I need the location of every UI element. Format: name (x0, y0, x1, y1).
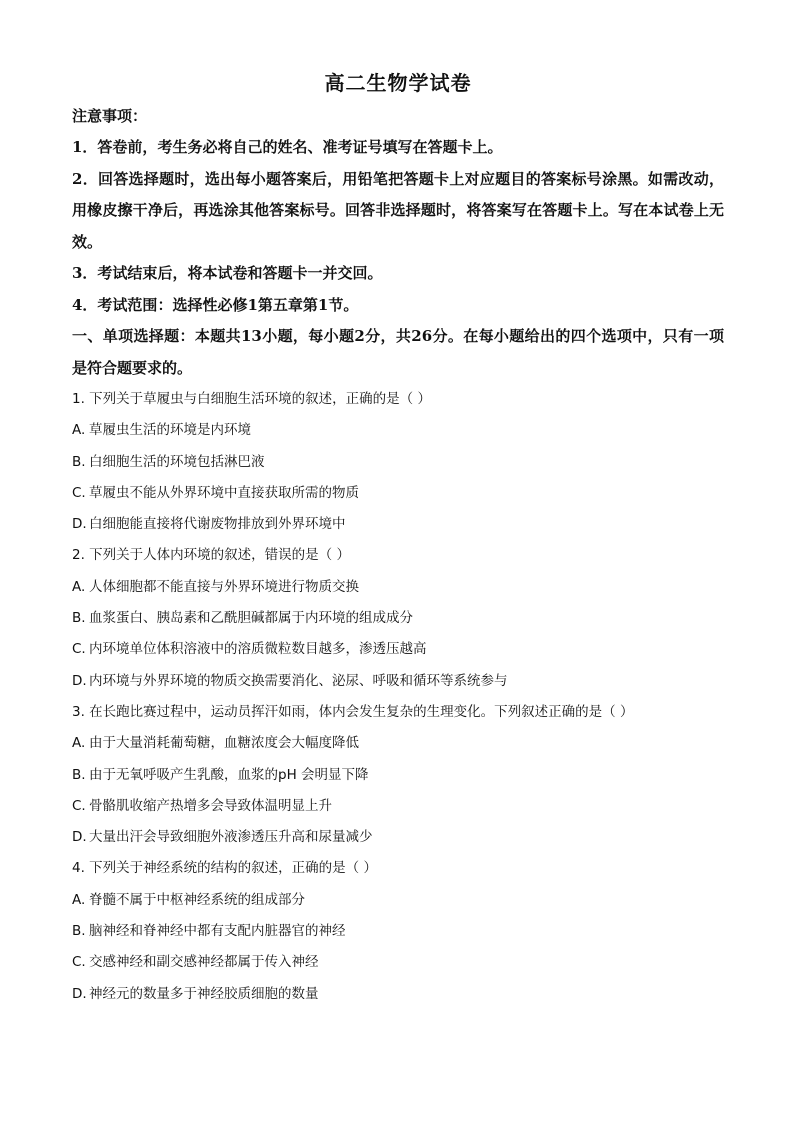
option-letter: B. (72, 923, 86, 940)
option-letter: B. (72, 453, 86, 470)
option-a (72, 415, 724, 446)
notes-block (72, 100, 724, 321)
option-d (72, 666, 724, 697)
option-text: 草履虫不能从外界环境中直接获取所需的物质 (89, 484, 359, 501)
option-text: 人体细胞都不能直接与外界环境进行物质交换 (89, 578, 359, 595)
note-item: 1．答卷前，考生务必将自己的姓名、准考证号填写在答题卡上。 (72, 138, 503, 156)
question-stem: 3. 在长跑比赛过程中，运动员挥汗如雨，体内会发生复杂的生理变化。下列叙述正确的是（ ） (72, 703, 634, 720)
option-letter: C. (72, 641, 86, 658)
option-text: 交感神经和副交感神经都属于传入神经 (89, 954, 319, 971)
question-2 (72, 540, 724, 696)
option-c (72, 478, 724, 509)
option-text: 内环境与外界环境的物质交换需要消化、泌尿、呼吸和循环等系统参与 (89, 672, 508, 689)
option-text: 草履虫生活的环境是内环境 (89, 422, 251, 439)
option-letter: C. (72, 797, 86, 814)
option-letter: B. (72, 610, 86, 627)
question-stem: 4. 下列关于神经系统的结构的叙述，正确的是（ ） (72, 860, 377, 877)
question-3 (72, 697, 724, 853)
note-item: 3．考试结束后，将本试卷和答题卡一并交回。 (72, 264, 383, 282)
question-stem: 2. 下列关于人体内环境的叙述，错误的是（ ） (72, 547, 350, 564)
note-item: 4．考试范围：选择性必修1第五章第1节。 (72, 295, 359, 314)
option-b (72, 603, 724, 634)
option-a (72, 572, 724, 603)
option-d (72, 822, 724, 853)
option-letter: D. (72, 672, 87, 689)
question-1 (72, 384, 724, 540)
option-a (72, 885, 724, 916)
option-text: 血浆蛋白、胰岛素和乙酰胆碱都属于内环境的组成成分 (89, 610, 413, 627)
option-c (72, 634, 724, 665)
exam-page (72, 66, 724, 1010)
page-title: 高二生物学试卷 (324, 71, 472, 95)
option-text: 由于无氧呼吸产生乳酸，血浆的pH 会明显下降 (89, 766, 369, 783)
option-d (72, 509, 724, 540)
option-text: 大量出汗会导致细胞外液渗透压升高和尿量减少 (89, 829, 373, 846)
question-4 (72, 853, 724, 1009)
option-text: 由于大量消耗葡萄糖，血糖浓度会大幅度降低 (89, 735, 359, 752)
option-text: 脑神经和脊神经中都有支配内脏器官的神经 (89, 923, 346, 940)
question-stem: 1. 下列关于草履虫与白细胞生活环境的叙述，正确的是（ ） (72, 391, 431, 407)
option-letter: A. (72, 578, 86, 595)
option-text: 白细胞生活的环境包括淋巴液 (89, 453, 265, 470)
option-b (72, 447, 724, 478)
option-d (72, 979, 724, 1010)
note-item: 2．回答选择题时，选出每小题答案后，用铅笔把答题卡上对应题目的答案标号涂黑。如需改动，用橡皮擦干净后，再选涂其他答案标号。回答非选择题时，将答案写在答题卡上。写在本试卷上无效。 (72, 169, 724, 251)
option-letter: C. (72, 484, 86, 501)
option-text: 白细胞能直接将代谢废物排放到外界环境中 (89, 516, 346, 533)
option-letter: D. (72, 516, 87, 533)
option-text: 内环境单位体积溶液中的溶质微粒数目越多，渗透压越高 (89, 641, 427, 658)
option-text: 脊髓不属于中枢神经系统的组成部分 (89, 891, 305, 908)
option-text: 神经元的数量多于神经胶质细胞的数量 (89, 985, 319, 1002)
option-letter: B. (72, 766, 86, 783)
section-heading: 一、单项选择题：本题共13小题，每小题2分，共26分。在每小题给出的四个选项中，只有一项是符合题要求的。 (72, 327, 724, 377)
option-letter: C. (72, 954, 86, 971)
option-c (72, 791, 724, 822)
option-letter: A. (72, 735, 86, 752)
option-b (72, 916, 724, 947)
option-letter: D. (72, 985, 87, 1002)
option-b (72, 760, 724, 791)
option-letter: D. (72, 829, 87, 846)
option-letter: A. (72, 891, 86, 908)
option-letter: A. (72, 422, 86, 439)
option-text: 骨骼肌收缩产热增多会导致体温明显上升 (89, 797, 332, 814)
notes-heading: 注意事项： (72, 107, 148, 125)
option-c (72, 947, 724, 978)
option-a (72, 728, 724, 759)
